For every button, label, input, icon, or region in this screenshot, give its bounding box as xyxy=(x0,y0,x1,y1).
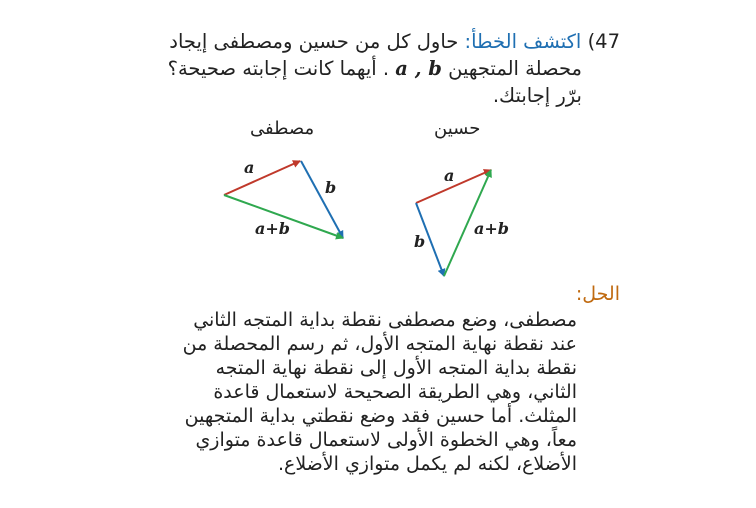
question-line-3: برّر إجابتك. xyxy=(492,84,582,107)
question-text-1: حاول كل من حسين ومصطفى إيجاد xyxy=(169,30,459,53)
hussein-label-a: a xyxy=(444,166,455,185)
question-number: 47) xyxy=(587,30,620,53)
solution-body xyxy=(130,308,577,476)
diagram-hussein xyxy=(414,166,509,276)
solution-line: معاً، وهي الخطوة الأولى لاستعمال قاعدة متوازي xyxy=(195,429,577,451)
mustafa-label-b: b xyxy=(325,178,337,197)
question-text-2-suffix: . أيهما كانت إجابته صحيحة؟ xyxy=(167,57,390,80)
solution-line: عند نقطة نهاية المتجه الأول، ثم رسم المحصلة من xyxy=(182,333,577,355)
question-vectors: a , b xyxy=(395,57,442,80)
diagram-mustafa xyxy=(224,158,343,238)
solution-line: نقطة بداية المتجه الأول إلى نقطة نهاية المتجه xyxy=(215,357,577,379)
mustafa-label-sum: a+b xyxy=(255,219,290,238)
mustafa-vector-a-arrow xyxy=(224,161,300,195)
solution-line: الأضلاع، لكنه لم يكمل متوازي الأضلاع. xyxy=(277,453,577,475)
solution-line: الثاني، وهي الطريقة الصحيحة لاستعمال قاعدة xyxy=(213,381,577,403)
solution-line: مصطفى، وضع مصطفى نقطة بداية المتجه الثاني xyxy=(193,309,577,331)
diagram-label-mustafa: مصطفى xyxy=(250,118,315,139)
mustafa-label-a: a xyxy=(244,158,255,177)
hussein-label-b: b xyxy=(414,232,426,251)
hussein-label-sum: a+b xyxy=(474,219,509,238)
solution-heading: الحل: xyxy=(575,283,620,305)
mustafa-vector-b-arrow xyxy=(301,161,343,238)
diagram-label-hussein: حسين xyxy=(434,118,481,139)
solution-line: المثلث. أما حسين فقد وضع نقطتي بداية المتجهين xyxy=(184,405,577,427)
question-title: اكتشف الخطأ: xyxy=(464,30,582,53)
question-text-2-prefix: محصلة المتجهين xyxy=(448,57,582,80)
